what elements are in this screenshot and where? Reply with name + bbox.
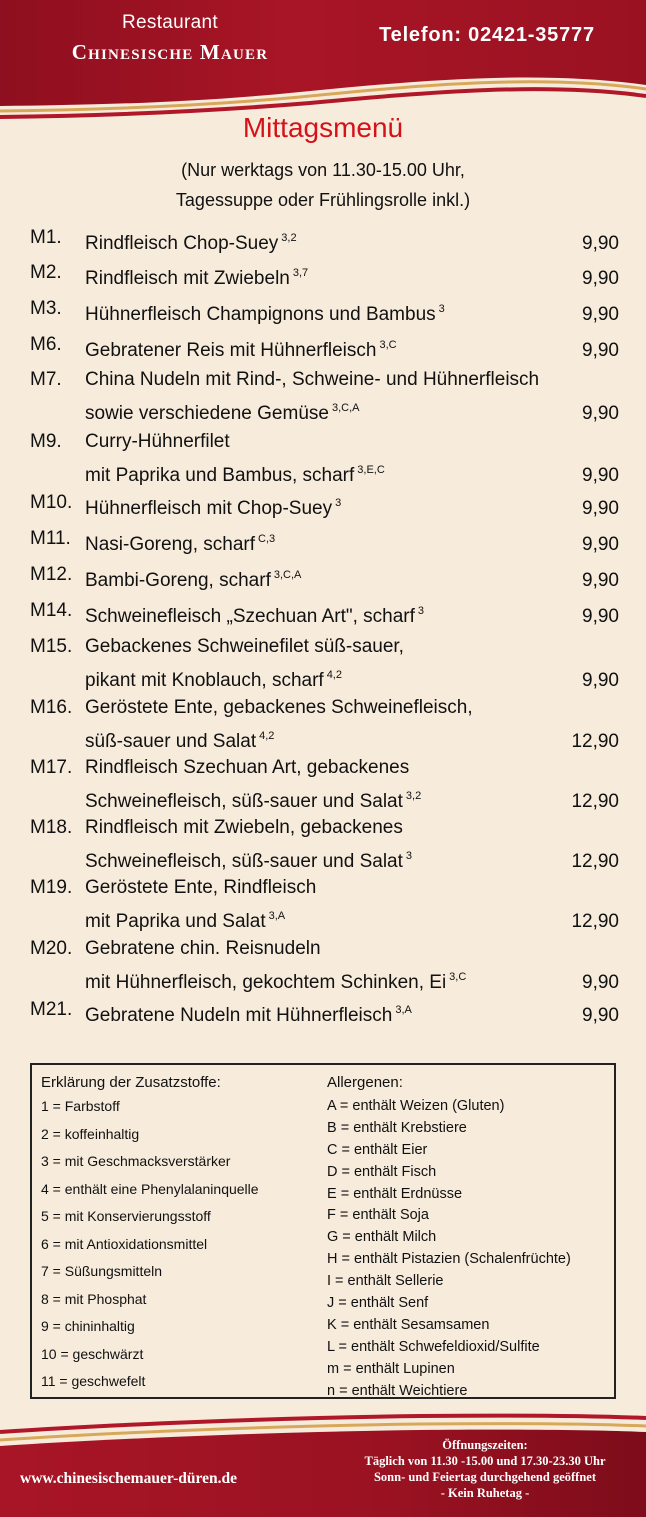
menu-item-line-2-text: mit Hühnerfleisch, gekochtem Schinken, Ei xyxy=(85,972,447,993)
allergen-codes: 4,2 xyxy=(326,669,342,681)
allergen-entry: J = enthält Senf xyxy=(327,1295,429,1312)
allergen-codes: 3,A xyxy=(268,910,286,922)
menu-item-price: 9,90 xyxy=(582,340,619,361)
allergen-codes: 3,A xyxy=(395,1004,412,1016)
menu-item xyxy=(30,637,622,691)
menu-item-price: 9,90 xyxy=(582,403,619,424)
allergen-entry: D = enthält Fisch xyxy=(327,1163,437,1180)
menu-item-code: M18. xyxy=(30,817,73,838)
menu-item-line-1 xyxy=(85,939,552,959)
menu-item-line-2 xyxy=(85,786,552,812)
menu-item-price: 12,90 xyxy=(571,911,619,932)
menu-item-line-1-text: Rindfleisch mit Zwiebeln, gebackenes xyxy=(85,817,403,838)
brand-label: Restaurant xyxy=(122,12,218,33)
menu-item-line-1 xyxy=(85,370,552,390)
menu-item-price: 9,90 xyxy=(582,972,619,993)
menu-item-code: M2. xyxy=(30,262,62,283)
menu-item-line-1 xyxy=(85,637,552,657)
additive-entry: 9 = chininhaltig xyxy=(41,1318,135,1334)
menu-item-price: 9,90 xyxy=(582,606,619,627)
allergen-codes: 3,C xyxy=(379,339,397,351)
menu-item-code: M20. xyxy=(30,938,73,959)
additives-column xyxy=(41,1073,321,1399)
allergen-entry: G = enthält Milch xyxy=(327,1229,437,1246)
menu-item-line-1-text: Gebratene Nudeln mit Hühnerfleisch xyxy=(85,1005,393,1026)
menu-item-name xyxy=(85,1000,622,1026)
menu-item-name xyxy=(85,299,622,325)
menu-item xyxy=(30,878,622,932)
allergen-entry: H = enthält Pistazien (Schalenfrüchte) xyxy=(327,1251,571,1268)
menu-item-name xyxy=(85,818,622,872)
menu-item-line-2 xyxy=(85,906,552,932)
allergen-entry: m = enthält Lupinen xyxy=(327,1360,455,1377)
menu-item-line-1-text: Geröstete Ente, Rindfleisch xyxy=(85,877,317,898)
menu-item-price: 12,90 xyxy=(571,791,619,812)
menu-item-line-1-text: Nasi-Goreng, scharf xyxy=(85,534,256,555)
menu-item-line-2 xyxy=(85,398,552,424)
menu-item-code: M17. xyxy=(30,757,73,778)
menu-item-name xyxy=(85,228,622,254)
allergen-codes: 3,2 xyxy=(405,790,422,802)
menu-item-code: M9. xyxy=(30,431,62,452)
menu-item-line-1 xyxy=(85,263,552,289)
menu-item xyxy=(30,493,622,519)
menu-item-code: M14. xyxy=(30,600,73,621)
additive-entry: 8 = mit Phosphat xyxy=(41,1290,147,1307)
menu-item-code: M11. xyxy=(30,528,71,549)
menu-item-name xyxy=(85,758,622,812)
allergen-codes: 4,2 xyxy=(259,730,275,742)
menu-item xyxy=(30,818,622,872)
allergen-codes: 3 xyxy=(335,497,342,509)
hours-line-3: - Kein Ruhetag - xyxy=(440,1486,530,1500)
menu-item-line-1-text: Curry-Hühnerfilet xyxy=(85,431,230,452)
website-link[interactable]: www.chinesischemauer-düren.de xyxy=(20,1470,237,1487)
additive-entry: 2 = koffeinhaltig xyxy=(41,1125,140,1142)
menu-item-line-2 xyxy=(85,460,552,486)
menu-item xyxy=(30,529,622,555)
menu-item xyxy=(30,432,622,486)
allergen-entry: B = enthält Krebstiere xyxy=(327,1119,467,1136)
phone-number[interactable]: Telefon: 02421-35777 xyxy=(379,24,595,46)
menu-item-code: M15. xyxy=(30,636,73,657)
menu-item-line-1 xyxy=(85,818,552,838)
menu-item-name xyxy=(85,529,622,555)
menu-item-code: M1. xyxy=(30,227,62,248)
menu-item xyxy=(30,263,622,289)
menu-item-name xyxy=(85,601,622,627)
menu-item-code: M12. xyxy=(30,564,73,585)
additive-entry: 5 = mit Konservierungsstoff xyxy=(41,1208,211,1224)
menu-item xyxy=(30,370,622,424)
menu-item-line-1-text: Bambi-Goreng, scharf xyxy=(85,570,271,591)
subtitle-line-1: (Nur werktags von 11.30-15.00 Uhr, xyxy=(181,160,465,180)
footer-banner xyxy=(0,1410,646,1517)
menu-item-line-1-text: Hühnerfleisch Champignons und Bambus xyxy=(85,304,436,325)
additive-entry: 3 = mit Geschmacksverstärker xyxy=(41,1153,231,1169)
menu-item-line-2 xyxy=(85,846,552,872)
menu-item-line-1 xyxy=(85,758,552,778)
menu-item-name xyxy=(85,370,622,424)
menu-item-line-2-text: Schweinefleisch, süß-sauer und Salat xyxy=(85,851,403,872)
menu-item-line-1-text: China Nudeln mit Rind-, Schweine- und Hühnerfleisch xyxy=(85,369,540,390)
allergen-codes: 3,2 xyxy=(281,232,297,244)
additive-entry: 7 = Süßungsmitteln xyxy=(41,1263,163,1279)
menu-item-price: 9,90 xyxy=(582,233,619,254)
header-banner xyxy=(0,0,646,125)
allergen-entry: C = enthält Eier xyxy=(327,1141,428,1158)
additive-entry: 4 = enthält eine Phenylalaninquelle xyxy=(41,1180,259,1197)
menu-item xyxy=(30,939,622,993)
menu-item-name xyxy=(85,698,622,752)
menu-item-price: 9,90 xyxy=(582,570,619,591)
allergen-entry: F = enthält Soja xyxy=(327,1207,429,1224)
allergen-codes: 3,C,A xyxy=(331,402,360,414)
menu-item-line-1 xyxy=(85,1000,552,1026)
allergen-entry: E = enthält Erdnüsse xyxy=(327,1185,463,1202)
allergens-column xyxy=(327,1073,617,1402)
hours-line-2: Sonn- und Feiertag durchgehend geöffnet xyxy=(373,1470,596,1484)
menu-item-code: M6. xyxy=(30,334,62,355)
menu-item xyxy=(30,335,622,361)
menu-item-line-1 xyxy=(85,565,552,591)
allergen-codes: 3,C xyxy=(449,971,467,983)
menu-item-line-1-text: Hühnerfleisch mit Chop-Suey xyxy=(85,498,333,519)
menu-item-code: M19. xyxy=(30,877,73,898)
menu-item-name xyxy=(85,939,622,993)
menu-item xyxy=(30,565,622,591)
opening-hours xyxy=(330,1437,640,1501)
menu-item-price: 9,90 xyxy=(582,534,619,555)
menu-item-line-1 xyxy=(85,228,552,254)
restaurant-name: Chinesische Mauer xyxy=(71,40,269,64)
menu-title: Mittagsmenü xyxy=(242,112,404,143)
menu-item-line-1 xyxy=(85,299,552,325)
menu-item-price: 12,90 xyxy=(571,851,619,872)
allergens-list xyxy=(327,1096,617,1402)
menu-item-line-2-text: Schweinefleisch, süß-sauer und Salat xyxy=(85,791,403,812)
menu-item-line-1-text: Geröstete Ente, gebackenes Schweinefleisch, xyxy=(85,697,473,718)
menu-item-line-1-text: Gebackenes Schweinefilet süß-sauer, xyxy=(85,636,404,657)
allergen-entry: I = enthält Sellerie xyxy=(327,1273,444,1290)
menu-item-line-2 xyxy=(85,665,552,691)
menu-item-code: M7. xyxy=(30,369,62,390)
menu-item xyxy=(30,758,622,812)
menu-item-code: M10. xyxy=(30,492,73,513)
allergen-entry: L = enthält Schwefeldioxid/Sulfite xyxy=(327,1338,540,1355)
additive-entry: 11 = geschwefelt xyxy=(41,1373,146,1389)
allergen-codes: 3 xyxy=(417,605,425,617)
menu-item-price: 9,90 xyxy=(582,670,619,691)
menu-item-code: M16. xyxy=(30,697,73,718)
additives-title: Erklärung der Zusatzstoffe: xyxy=(41,1074,221,1091)
menu-item-name xyxy=(85,878,622,932)
menu-item-line-1-text: Rindfleisch mit Zwiebeln xyxy=(85,268,290,289)
menu-item-name xyxy=(85,637,622,691)
additives-list xyxy=(41,1096,321,1399)
menu-item-code: M3. xyxy=(30,298,62,319)
allergen-codes: 3,E,C xyxy=(357,464,385,476)
menu-item-line-1-text: Schweinefleisch „Szechuan Art", scharf xyxy=(85,606,415,627)
allergen-entry: n = enthält Weichtiere xyxy=(327,1382,468,1399)
menu-item xyxy=(30,228,622,254)
menu-item-price: 9,90 xyxy=(582,498,619,519)
menu-item-line-2-text: mit Paprika und Bambus, scharf xyxy=(85,465,355,486)
menu-item-name xyxy=(85,263,622,289)
allergen-codes: 3 xyxy=(438,303,445,315)
menu-item-line-1-text: Rindfleisch Szechuan Art, gebackenes xyxy=(85,757,410,778)
menu-item-price: 9,90 xyxy=(582,465,619,486)
menu-item-line-1 xyxy=(85,878,552,898)
menu-item-line-1 xyxy=(85,493,552,519)
menu-item-line-2-text: mit Paprika und Salat xyxy=(85,911,266,932)
menu-item-line-2 xyxy=(85,726,552,752)
menu-item-name xyxy=(85,565,622,591)
additive-entry: 6 = mit Antioxidationsmittel xyxy=(41,1235,208,1252)
hours-title: Öffnungszeiten: xyxy=(442,1438,528,1452)
menu-item-line-1-text: Rindfleisch Chop-Suey xyxy=(85,233,279,254)
menu-item xyxy=(30,601,622,627)
additive-entry: 10 = geschwärzt xyxy=(41,1345,144,1362)
allergen-codes: 3,7 xyxy=(292,267,309,279)
menu-item-line-1 xyxy=(85,698,552,718)
allergen-codes: C,3 xyxy=(258,533,276,545)
menu-item-line-1 xyxy=(85,335,552,361)
menu-item-name xyxy=(85,493,622,519)
menu-item-price: 12,90 xyxy=(571,731,619,752)
menu-item-price: 9,90 xyxy=(582,268,619,289)
allergen-entry: K = enthält Sesamsamen xyxy=(327,1316,490,1333)
menu-item xyxy=(30,299,622,325)
menu-item-line-1 xyxy=(85,601,552,627)
menu-item-line-2-text: sowie verschiedene Gemüse xyxy=(85,403,329,424)
menu-item-code: M21. xyxy=(30,999,73,1020)
menu-item-line-2-text: süß-sauer und Salat xyxy=(85,731,257,752)
allergen-entry: A = enthält Weizen (Gluten) xyxy=(327,1098,505,1114)
hours-line-1: Täglich von 11.30 -15.00 und 17.30-23.30 Uhr xyxy=(364,1454,606,1468)
menu-item-line-2-text: pikant mit Knoblauch, scharf xyxy=(85,670,324,691)
allergens-title: Allergenen: xyxy=(327,1074,403,1091)
menu-item-line-2 xyxy=(85,967,552,993)
menu-item-price: 9,90 xyxy=(582,1005,619,1026)
menu-item-line-1 xyxy=(85,529,552,555)
menu-item xyxy=(30,1000,622,1026)
menu-subtitle xyxy=(0,155,646,215)
menu-item-name xyxy=(85,335,622,361)
additive-entry: 1 = Farbstoff xyxy=(41,1098,120,1114)
allergen-codes: 3,C,A xyxy=(273,569,302,581)
menu-item-line-1-text: Gebratener Reis mit Hühnerfleisch xyxy=(85,340,377,361)
menu-item-line-1 xyxy=(85,432,552,452)
menu-item xyxy=(30,698,622,752)
menu-item-name xyxy=(85,432,622,486)
legend-box xyxy=(30,1063,616,1399)
menu-item-price: 9,90 xyxy=(582,304,619,325)
menu-item-line-1-text: Gebratene chin. Reisnudeln xyxy=(85,938,321,959)
allergen-codes: 3 xyxy=(405,850,413,862)
subtitle-line-2: Tagessuppe oder Frühlingsrolle inkl.) xyxy=(175,190,471,210)
